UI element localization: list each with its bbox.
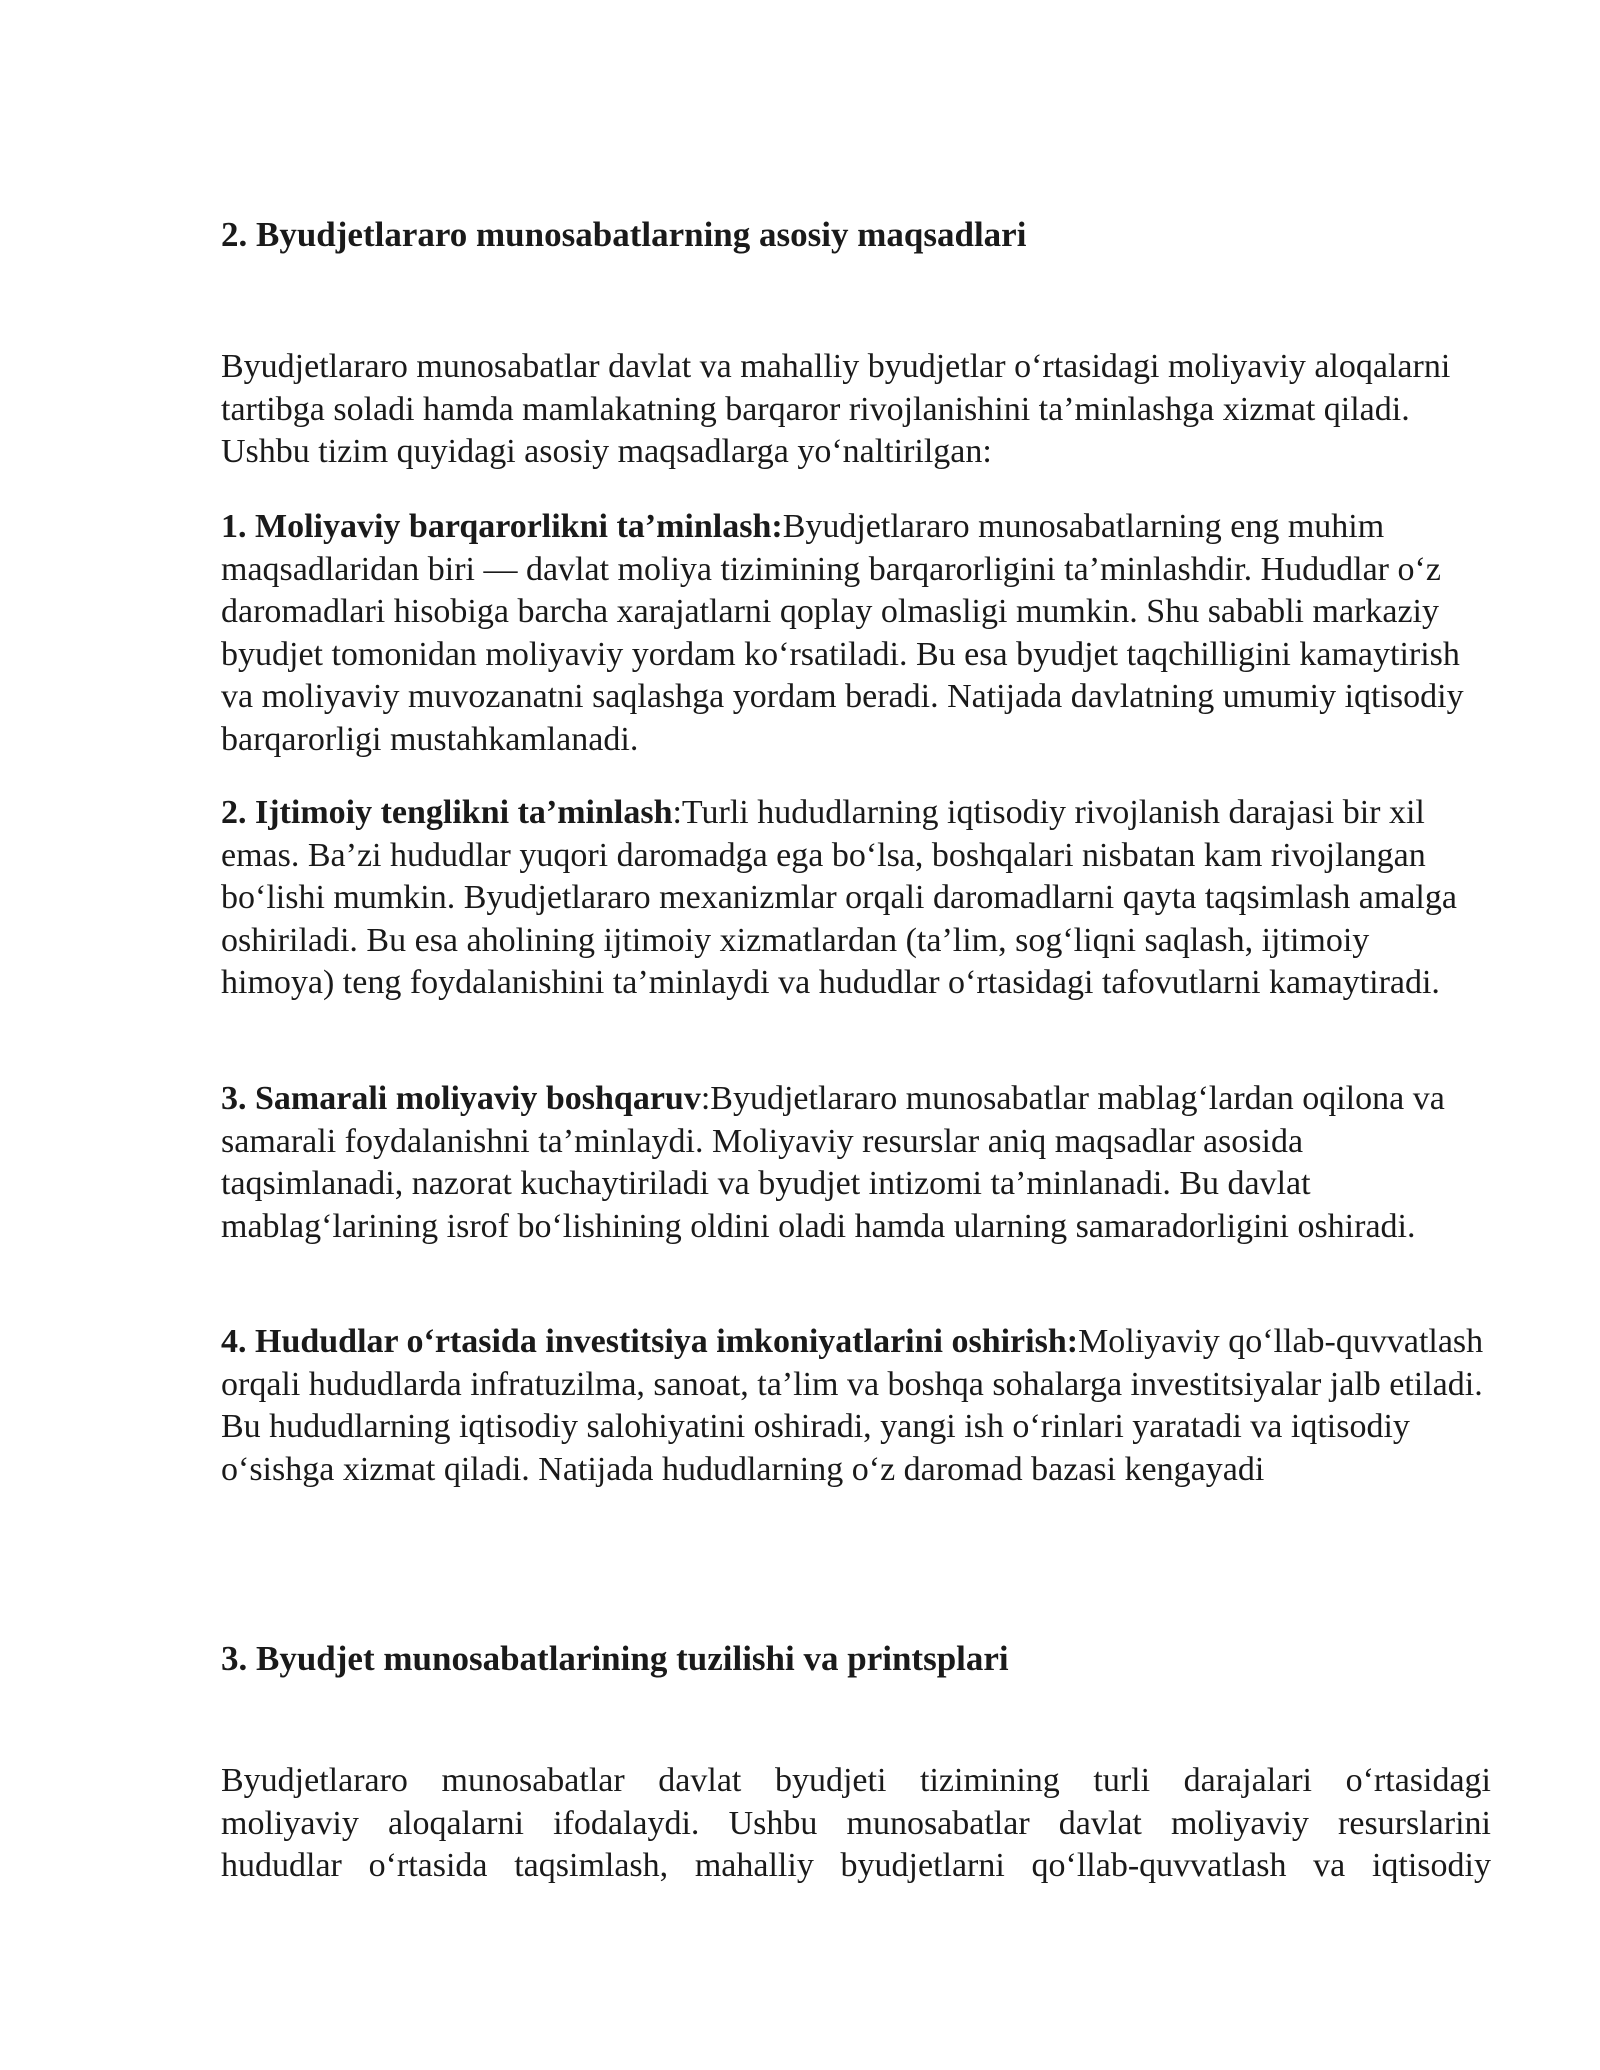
goal-3-paragraph <box>221 1078 1491 1248</box>
goal-2-label: 2. Ijtimoiy tenglikni ta’minlash <box>221 794 673 831</box>
goal-3-text: :Byudjetlararo munosabatlar mablag‘lardan oqilona va samarali foydalanishni ta’minlaydi. Moliyaviy resurslar aniq maqsadlar asosida taqsimlanadi, nazorat kuchaytiriladi va byudjet intizomi ta’minlanadi. Bu davlat mablag‘larining isrof bo‘lishining oldini oladi hamda ularning samaradorligini oshiradi. <box>221 1080 1445 1245</box>
goal-3-label: 3. Samarali moliyaviy boshqaruv <box>221 1080 701 1117</box>
section-2-heading: 2. Byudjetlararo munosabatlarning asosiy maqsadlari <box>221 215 1027 254</box>
goal-4-text: Moliyaviy qo‘llab-quvvatlash orqali hududlarda infratuzilma, sanoat, ta’lim va boshqa sohalarga investitsiyalar jalb etiladi. Bu hududlarning iqtisodiy salohiyatini oshiradi, yangi ish o‘rinlari yaratadi va iqtisodiy o‘sishga xizmat qiladi. Natijada hududlarning o‘z daromad bazasi kengayadi <box>221 1323 1484 1488</box>
goal-2-text: :Turli hududlarning iqtisodiy rivojlanish darajasi bir xil emas. Ba’zi hududlar yuqori daromadga ega bo‘lsa, boshqalari nisbatan kam rivojlangan bo‘lishi mumkin. Byudjetlararo mexanizmlar orqali daromadlarni qayta taqsimlash amalga oshiriladi. Bu esa aholining ijtimoiy xizmatlardan (ta’lim, sog‘liqni saqlash, ijtimoiy himoya) teng foydalanishini ta’minlaydi va hududlar o‘rtasidagi tafovutlarni kamaytiradi. <box>221 794 1457 1001</box>
section-3-line-1: Byudjetlararo munosabatlar davlat byudjeti tizimining turli darajalari o‘rtasidagi <box>221 1762 1491 1799</box>
goal-1-label: 1. Moliyaviy barqarorlikni ta’minlash: <box>221 508 783 545</box>
section-2-intro: Byudjetlararo munosabatlar davlat va mahalliy byudjetlar o‘rtasidagi moliyaviy aloqalarni tartibga soladi hamda mamlakatning barqaror rivojlanishini ta’minlashga xizmat qiladi. Ushbu tizim quyidagi asosiy maqsadlarga yo‘naltirilgan: <box>221 348 1451 470</box>
goal-2-paragraph <box>221 792 1491 1005</box>
goal-1-paragraph <box>221 506 1491 761</box>
goal-4-label: 4. Hududlar o‘rtasida investitsiya imkoniyatlarini oshirish: <box>221 1323 1079 1360</box>
goal-1-text: Byudjetlararo munosabatlarning eng muhim maqsadlaridan biri — davlat moliya tizimining barqarorligini ta’minlashdir. Hududlar o‘z daromadlari hisobiga barcha xarajatlarni qoplay olmasligi mumkin. Shu sababli markaziy byudjet tomonidan moliyaviy yordam ko‘rsatiladi. Bu esa byudjet taqchilligini kamaytirish va moliyaviy muvozanatni saqlashga yordam beradi. Natijada davlatning umumiy iqtisodiy barqarorligi mustahkamlanadi. <box>221 508 1464 758</box>
section-3-body <box>221 1760 1491 1888</box>
section-3-line-2: moliyaviy aloqalarni ifodalaydi. Ushbu munosabatlar davlat moliyaviy resurslarini <box>221 1804 1491 1842</box>
goal-4-paragraph <box>221 1321 1491 1491</box>
section-3-line-3: hududlar o‘rtasida taqsimlash, mahalliy byudjetlarni qo‘llab-quvvatlash va iqtisodiy <box>221 1847 1491 1884</box>
section-3-heading: 3. Byudjet munosabatlarining tuzilishi va printsplari <box>221 1639 1009 1678</box>
